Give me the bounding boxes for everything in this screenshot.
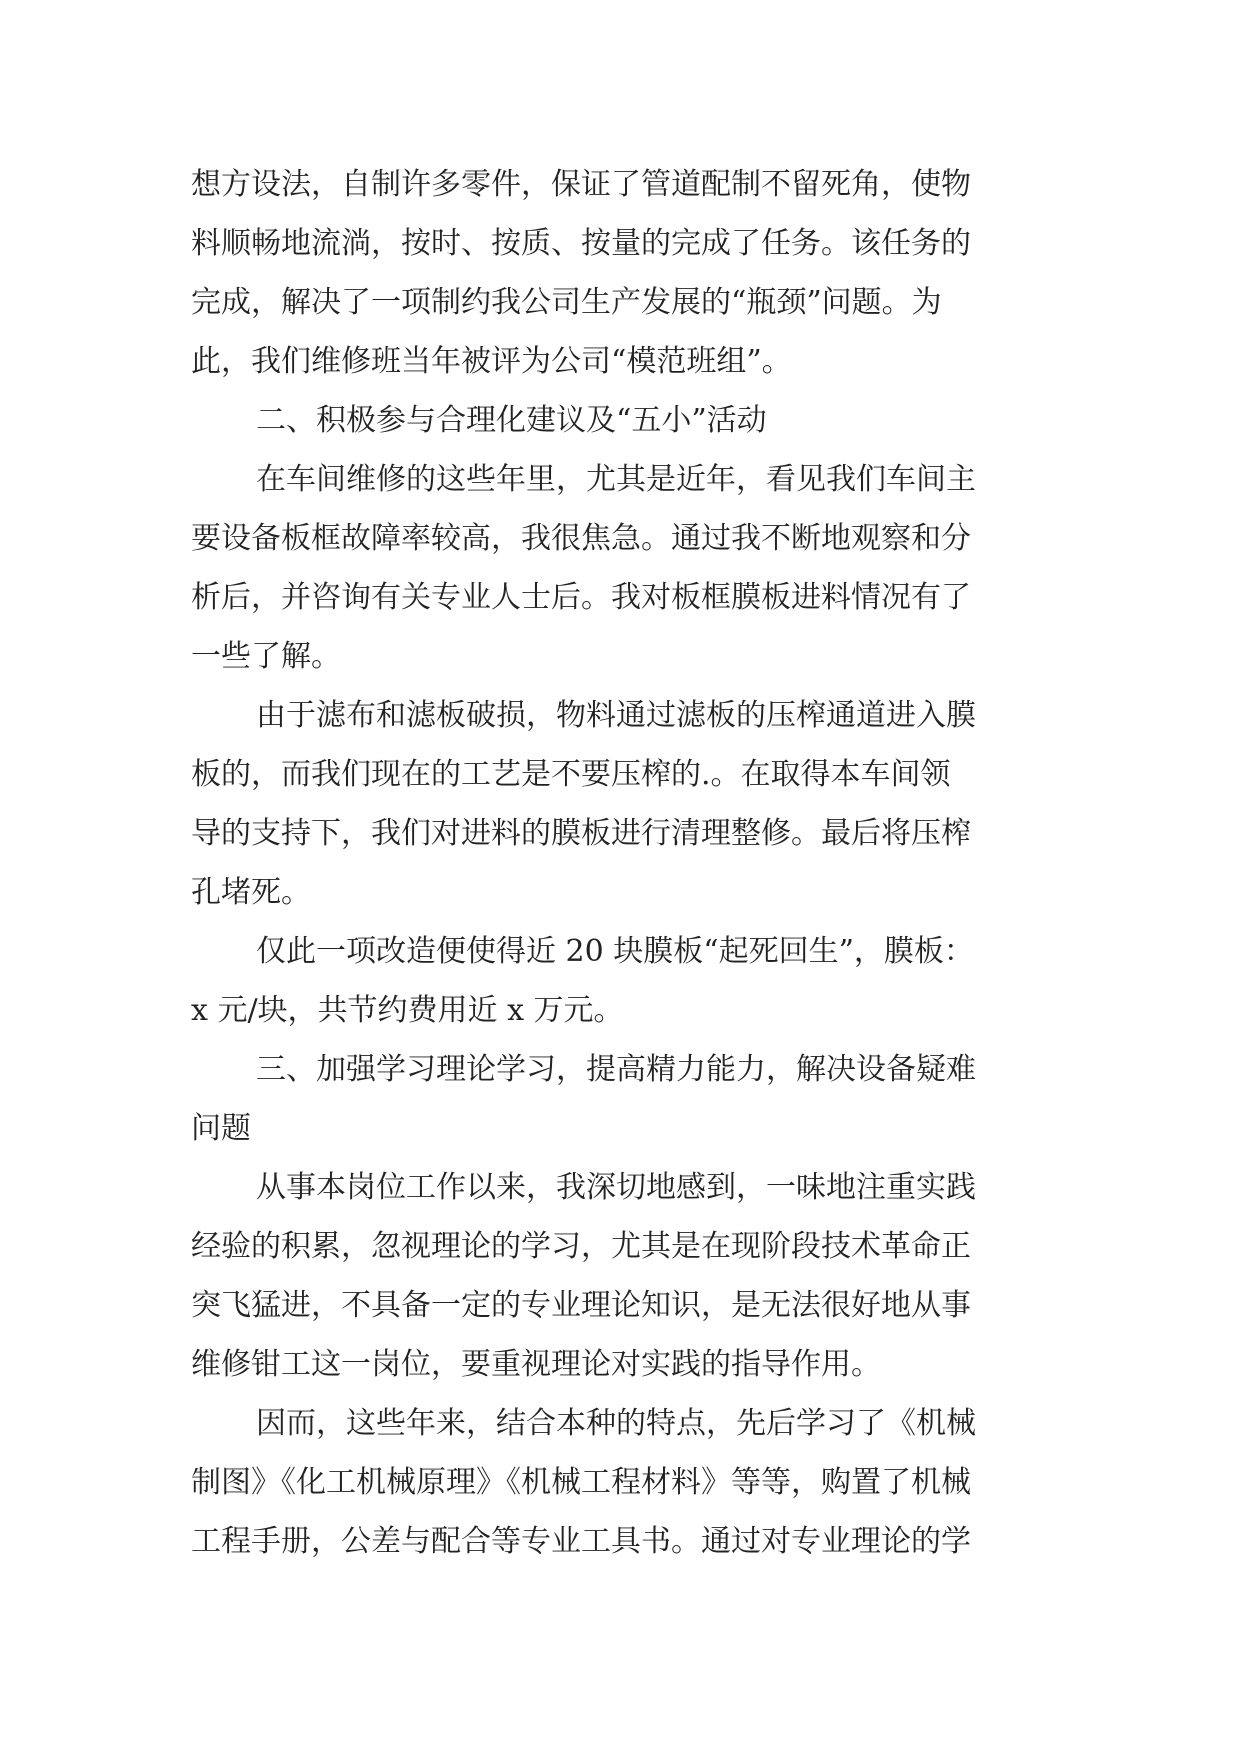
section-heading: 三、加强学习理论学习，提高精力能力，解决设备疑难: [256, 1052, 976, 1087]
text-line: 一些了解。: [191, 639, 341, 674]
text-line: 由于滤布和滤板破损，物料通过滤板的压榨通道进入膜: [256, 698, 976, 733]
text-line: 制图》《化工机械原理》《机械工程材料》等等，购置了机械: [191, 1465, 971, 1500]
text-line: 此，我们维修班当年被评为公司“模范班组”。: [191, 344, 792, 379]
text-line: 想方设法，自制许多零件，保证了管道配制不留死角，使物: [191, 167, 971, 202]
text-line: 在车间维修的这些年里，尤其是近年，看见我们车间主: [256, 462, 976, 497]
text-line: 工程手册，公差与配合等专业工具书。通过对专业理论的学: [191, 1524, 971, 1559]
text-line: 因而，这些年来，结合本种的特点，先后学习了《机械: [256, 1406, 976, 1441]
text-line: 要设备板框故障率较高，我很焦急。通过我不断地观察和分: [191, 521, 971, 556]
text-line: 突飞猛进，不具备一定的专业理论知识，是无法很好地从事: [191, 1288, 971, 1323]
text-line: 板的，而我们现在的工艺是不要压榨的.。在取得本车间领: [191, 757, 951, 792]
text-line: 完成，解决了一项制约我公司生产发展的“瓶颈”问题。为: [191, 285, 942, 320]
text-line: 维修钳工这一岗位，要重视理论对实践的指导作用。: [191, 1347, 881, 1382]
text-line: 料顺畅地流淌，按时、按质、按量的完成了任务。该任务的: [191, 226, 971, 261]
section-heading-continued: 问题: [191, 1111, 251, 1146]
section-heading: 二、积极参与合理化建议及“五小”活动: [256, 403, 767, 438]
text-line: 导的支持下，我们对进料的膜板进行清理整修。最后将压榨: [191, 816, 971, 851]
text-line: 从事本岗位工作以来，我深切地感到，一味地注重实践: [256, 1170, 976, 1205]
text-line: 孔堵死。: [191, 875, 311, 910]
text-line: x 元/块，共节约费用近 x 万元。: [191, 993, 624, 1028]
text-line: 仅此一项改造便使得近 20 块膜板“起死回生”，膜板：: [256, 934, 974, 969]
text-line: 经验的积累，忽视理论的学习，尤其是在现阶段技术革命正: [191, 1229, 971, 1264]
text-line: 析后，并咨询有关专业人士后。我对板框膜板进料情况有了: [191, 580, 971, 615]
